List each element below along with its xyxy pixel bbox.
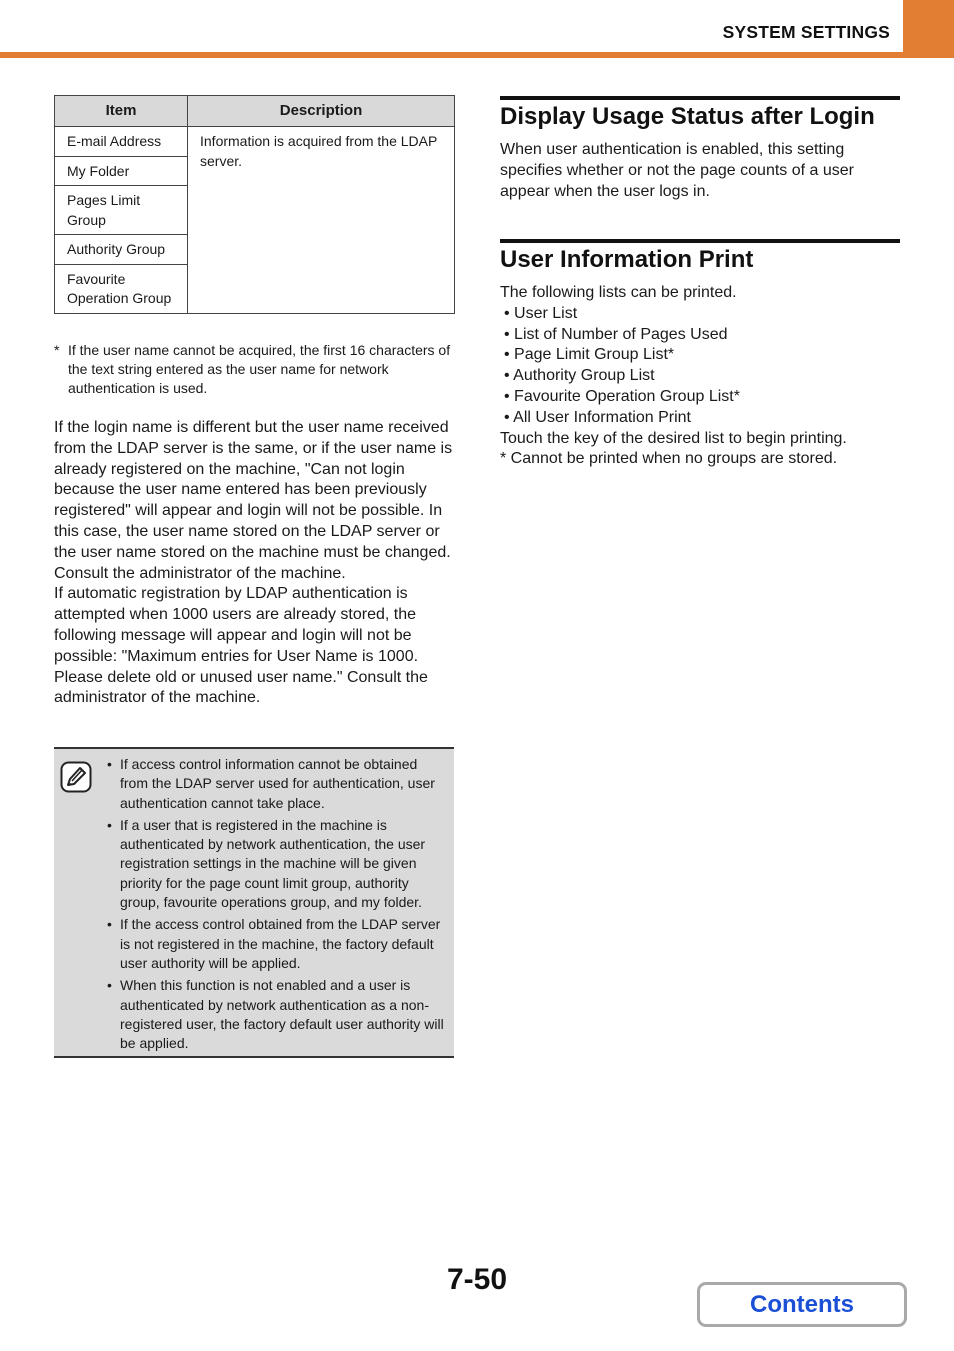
page-header-title: SYSTEM SETTINGS <box>722 22 890 42</box>
note-item: • When this function is not enabled and a user is authenticated by network authentication as a non-registered user, the factory default user authority will be applied. <box>107 977 444 1052</box>
note-item-text: If a user that is registered in the machine is authenticated by network authentication, the user registration settings in the machine will be given priority for the page count limit group, authority group, favourite operations group, and my folder. <box>120 816 426 911</box>
note-item: • If a user that is registered in the machine is authenticated by network authentication, the user registration settings in the machine will be given priority for the page count limit group, authority group, favourite operations group, and my folder. <box>107 816 426 911</box>
note-list <box>106 755 448 1056</box>
section-content-user-info-print <box>500 283 900 470</box>
item-description-table <box>54 95 455 314</box>
section-rule-user-info-print <box>500 239 900 243</box>
note-item: • If the access control obtained from the LDAP server is not registered in the machine, the factory default user authority will be applied. <box>107 916 441 971</box>
user-info-print-instruction: Touch the key of the desired list to begin printing. <box>500 429 847 447</box>
list-item: • Page Limit Group List* <box>504 346 675 364</box>
note-item-text: When this function is not enabled and a user is authenticated by network authentication as a non-registered user, the factory default user authority will be applied. <box>120 977 444 1052</box>
note-item: • If access control information cannot be obtained from the LDAP server used for authentication, user authentication cannot take place. <box>107 756 435 811</box>
note-box <box>54 747 454 1058</box>
header-tab <box>903 0 954 58</box>
table-cell-item: My Folder <box>55 156 188 186</box>
table-header-item: Item <box>55 96 188 127</box>
table-cell-description: Information is acquired from the LDAP server. <box>188 127 455 314</box>
note-item-text: If access control information cannot be obtained from the LDAP server used for authentication, user authentication cannot take place. <box>120 756 435 811</box>
body-paragraph-auto-registration: If automatic registration by LDAP authentication is attempted when 1000 users are already stored, the following message will appear and login will not be possible: "Maximum entries for User Name is 1000. Please delete old or unused user name." Consult the administrator of the machine. <box>54 585 428 707</box>
list-item: • User List <box>504 304 578 322</box>
table-footnote <box>54 341 454 398</box>
table-row <box>55 127 455 157</box>
footnote-text: If the user name cannot be acquired, the first 16 characters of the text string entered as the user name for network authentication is used. <box>68 342 451 396</box>
body-paragraph-login-name: If the login name is different but the user name received from the LDAP server is the same, or if the user name is already registered on the machine, "Can not login because the user name entered has been previously registered" will appear and login will not be possible. In this case, the user name stored on the LDAP server or the user name stored on the machine must be changed. Consult the administrator of the machine. <box>54 419 453 582</box>
list-item: • Authority Group List <box>504 367 655 385</box>
user-info-print-footnote: * Cannot be printed when no groups are stored. <box>500 450 838 468</box>
table-cell-item: Pages Limit Group <box>55 186 188 235</box>
contents-button[interactable]: Contents <box>697 1282 907 1327</box>
section-title-display-usage: Display Usage Status after Login <box>500 103 875 130</box>
body-text <box>54 418 456 709</box>
table-cell-item: Authority Group <box>55 235 188 265</box>
table-cell-item: Favourite Operation Group <box>55 264 188 313</box>
section-text-display-usage: When user authentication is enabled, this setting specifies whether or not the page counts of a user appear when the user logs in. <box>500 141 854 200</box>
pencil-note-icon <box>60 761 92 793</box>
user-info-print-intro: The following lists can be printed. <box>500 284 737 301</box>
list-item: • List of Number of Pages Used <box>504 325 728 343</box>
table-header-description: Description <box>188 96 455 127</box>
note-item-text: If the access control obtained from the LDAP server is not registered in the machine, the factory default user authority will be applied. <box>120 916 441 971</box>
page-number: 7-50 <box>447 1263 508 1296</box>
table-header-row <box>55 96 455 127</box>
section-title-user-info-print: User Information Print <box>500 246 754 273</box>
printable-lists <box>500 304 900 429</box>
list-item: • All User Information Print <box>504 408 691 426</box>
section-rule-display-usage <box>500 96 900 100</box>
table-cell-item: E-mail Address <box>55 127 188 157</box>
footnote-marker: * <box>54 342 60 358</box>
header-bar <box>0 52 954 58</box>
list-item: • Favourite Operation Group List* <box>504 387 740 405</box>
